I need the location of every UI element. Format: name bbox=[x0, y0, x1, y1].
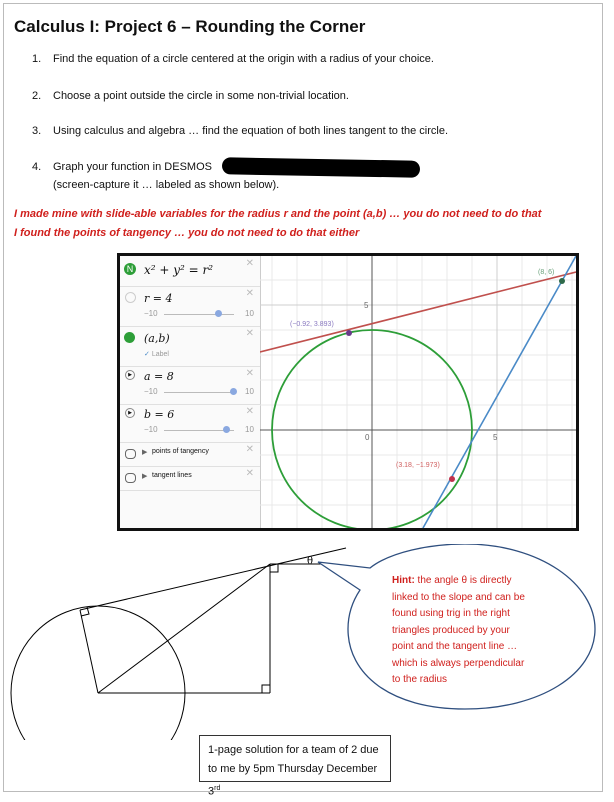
step-num: 4. bbox=[32, 161, 42, 173]
delete-icon[interactable]: ✕ bbox=[245, 368, 254, 379]
note-line-2: I found the points of tangency … you do not need to do that either bbox=[14, 227, 360, 239]
slider-max: 10 bbox=[245, 425, 254, 434]
step-text: Find the equation of a circle centered at the origin with a radius of your choice. bbox=[53, 53, 434, 65]
folder-tangent-lines[interactable] bbox=[120, 466, 260, 491]
slider-min: −10 bbox=[144, 387, 158, 396]
expression-text: b = 6 bbox=[144, 408, 175, 421]
slider-r[interactable] bbox=[144, 309, 254, 318]
tangency-point-a[interactable] bbox=[346, 330, 352, 336]
slider-handle[interactable] bbox=[230, 388, 237, 395]
step-4 bbox=[32, 161, 280, 191]
expression-panel bbox=[120, 256, 261, 528]
delete-icon[interactable]: ✕ bbox=[245, 288, 254, 299]
expression-text: a = 8 bbox=[144, 370, 174, 383]
due-note bbox=[199, 735, 391, 798]
step-num: 3. bbox=[32, 125, 42, 137]
check-icon: ✓ bbox=[144, 351, 150, 358]
right-angle-marker bbox=[262, 685, 270, 693]
slider-max: 10 bbox=[245, 387, 254, 396]
hypotenuse-line bbox=[98, 564, 270, 693]
slider-max: 10 bbox=[245, 309, 254, 318]
due-line-2-sup: rd bbox=[214, 785, 221, 792]
desmos-logo-icon: N bbox=[124, 263, 136, 275]
expand-arrow-icon[interactable]: ▶ bbox=[142, 473, 148, 480]
note-line-1: I made mine with slide-able variables for the radius r and the point (a,b) … you do not need to do that bbox=[14, 208, 542, 220]
slider-track bbox=[164, 314, 234, 315]
slider-handle[interactable] bbox=[223, 426, 230, 433]
due-line-2-text: to me by 5pm Thursday December 3 bbox=[208, 763, 378, 798]
axis-label-5: 5 bbox=[493, 433, 498, 442]
graph-canvas[interactable] bbox=[260, 256, 576, 528]
step-3 bbox=[32, 125, 449, 137]
major-grid-lines bbox=[260, 256, 576, 528]
expand-arrow-icon[interactable]: ▶ bbox=[142, 449, 148, 456]
slider-min: −10 bbox=[144, 309, 158, 318]
expression-text: x² + y² = r² bbox=[144, 263, 214, 277]
hint-body: the angle θ is directly linked to the slope and can be found using trig in the right triangles produced by your point and the tangent line … which is always perpendicular to the radius bbox=[392, 575, 525, 685]
desmos-screenshot bbox=[117, 253, 579, 531]
due-line-1: 1-page solution for a team of 2 due bbox=[208, 744, 379, 756]
expression-text: r = 4 bbox=[144, 292, 173, 305]
hint-label: Hint: bbox=[392, 575, 415, 586]
expression-row-a[interactable] bbox=[120, 366, 260, 405]
folder-label: points of tangency bbox=[152, 448, 209, 455]
step-num: 2. bbox=[32, 90, 42, 102]
due-line-2 bbox=[208, 760, 382, 802]
step-text: Using calculus and algebra … find the equation of both lines tangent to the circle. bbox=[53, 125, 449, 137]
tangent-line-blue bbox=[423, 256, 576, 528]
hint-text bbox=[392, 573, 532, 689]
slider-b[interactable] bbox=[144, 425, 254, 434]
expression-text: (a,b) bbox=[144, 332, 170, 345]
point-label-c: (8, 6) bbox=[538, 269, 555, 276]
expression-row-b[interactable] bbox=[120, 404, 260, 443]
delete-icon[interactable]: ✕ bbox=[245, 468, 254, 479]
folder-label: tangent lines bbox=[152, 472, 192, 479]
slider-track bbox=[164, 392, 234, 393]
label-checkbox[interactable] bbox=[144, 350, 169, 358]
expression-row-circle[interactable] bbox=[120, 256, 260, 287]
delete-icon[interactable]: ✕ bbox=[245, 444, 254, 455]
grid-lines bbox=[260, 256, 576, 528]
step-1 bbox=[32, 53, 434, 65]
step-2 bbox=[32, 90, 349, 102]
axis-label-0: 0 bbox=[365, 433, 370, 442]
folder-points-of-tangency[interactable] bbox=[120, 442, 260, 467]
folder-icon bbox=[125, 473, 136, 483]
label-text: Label bbox=[151, 351, 169, 358]
delete-icon[interactable]: ✕ bbox=[245, 258, 254, 269]
play-icon[interactable]: ▶ bbox=[125, 408, 135, 418]
diagram-circle bbox=[11, 606, 185, 740]
step-num: 1. bbox=[32, 53, 42, 65]
step-text: Choose a point outside the circle in some non-trivial location. bbox=[53, 90, 349, 102]
delete-icon[interactable]: ✕ bbox=[245, 328, 254, 339]
delete-icon[interactable]: ✕ bbox=[245, 406, 254, 417]
hidden-toggle-icon[interactable] bbox=[125, 292, 136, 303]
point-label-a: (−0.92, 3.893) bbox=[290, 321, 334, 328]
play-icon[interactable]: ▶ bbox=[125, 370, 135, 380]
redaction-blot bbox=[222, 157, 420, 177]
step-text: Graph your function in DESMOS bbox=[53, 161, 212, 173]
slider-a[interactable] bbox=[144, 387, 254, 396]
axis-label-y5: 5 bbox=[364, 301, 369, 310]
point-toggle-icon[interactable] bbox=[124, 332, 135, 343]
folder-icon bbox=[125, 449, 136, 459]
external-point[interactable] bbox=[559, 278, 565, 284]
theta-label: θ bbox=[307, 556, 314, 567]
tangency-point-b[interactable] bbox=[449, 476, 455, 482]
expression-row-point[interactable] bbox=[120, 326, 260, 367]
radius-line bbox=[80, 610, 98, 693]
point-label-b: (3.18, −1.973) bbox=[396, 462, 440, 469]
page-title: Calculus I: Project 6 – Rounding the Corner bbox=[14, 17, 366, 36]
step-text-2: (screen-capture it … labeled as shown below). bbox=[53, 179, 280, 191]
expression-row-r[interactable] bbox=[120, 286, 260, 327]
slider-min: −10 bbox=[144, 425, 158, 434]
slider-handle[interactable] bbox=[215, 310, 222, 317]
